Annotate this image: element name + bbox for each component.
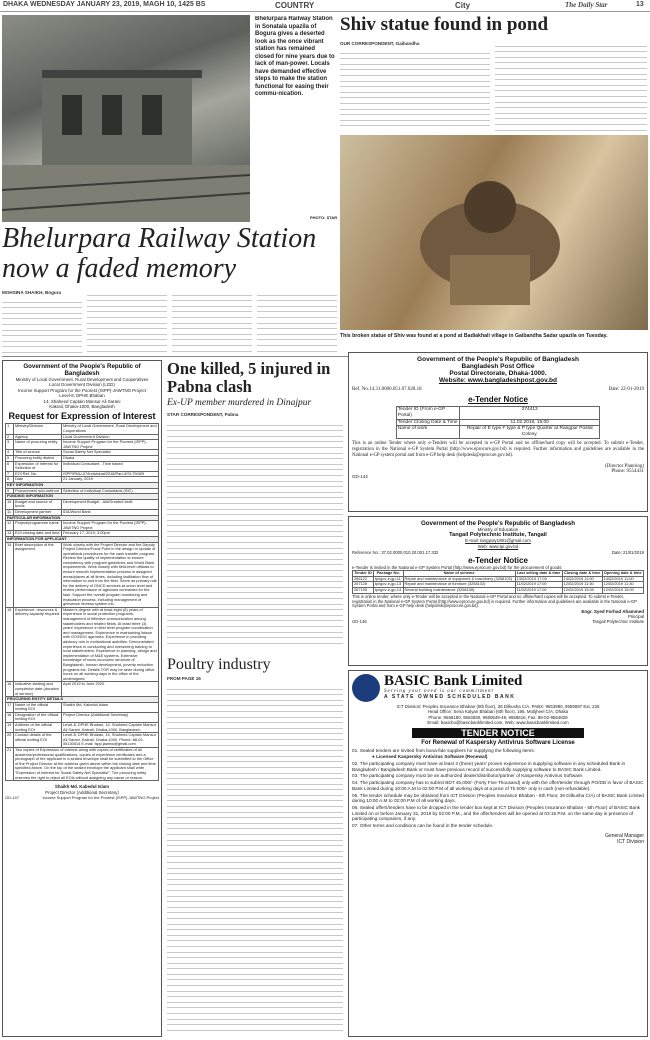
post-row-label: Name of work — [396, 426, 459, 439]
eoi-section-key-label: KEY INFORMATION — [6, 482, 159, 488]
basic-phone: Phone: 9568190, 9564830, 9590549-49, 9558616, Fax: 88-02-9564829 — [428, 714, 568, 720]
post-phone: Phone: 9554431 — [611, 469, 644, 475]
pabna-byline: STAR CORRESPONDENT, Pabna — [167, 412, 239, 417]
basic-bank-logo-icon — [352, 674, 380, 702]
eoi-row-label: Title of service — [14, 450, 62, 456]
eoi-row-number: 17 — [6, 702, 14, 712]
eoi-row-number: 10 — [6, 499, 14, 509]
tpi-signer: Engr. Syed Forhad Ahammed — [581, 609, 644, 615]
post-signer: (Director Planning) — [604, 464, 644, 470]
basic-item: 02. The participating company must have at least 3 (three) years' proven experience in supplying software in any scheduled Bank in Bangladesh / Bangladesh Bank or must have previous record of successfully supplying software to BASIC Bank Limited. — [352, 761, 626, 772]
eoi-row-experience-value: Master's degree with at least eight (8) years of experience in social protection programs, management of effective communication among stakeholders and related fields. At least three (3) years' experience in field level program coordination and management. Experience in maintaining liaison with GO/NGO agencies. Experience in providing advisory role in motivational activities. Demonstrated experience in conducting and overseeing training to rural stakeholders. Experience in planning, design and implementation of M&E systems. Extensive knowledge of socio-economic structure of Bangladesh, human development, poverty reduction programs etc. Details TOR may be seen during office hours on all working days in the office of the undersigned. — [63, 606, 157, 681]
post-tender-row — [396, 419, 599, 426]
eoi-row-number: 2 — [6, 434, 14, 440]
tpi-cell: tpi/gov-e-gp-13 — [374, 581, 402, 587]
eoi-address2: 14, Shaheed Captain Mansur Ali Sarani — [43, 398, 121, 404]
tpi-cell: 14/02/2019 11:00 — [602, 576, 643, 582]
header-page-number: 13 — [636, 1, 644, 8]
eoi-row-dates-label: Indicative starting and completion date (duration of service) — [14, 682, 62, 697]
basic-item: 04. The participating company has to submit BDT 45,000/- (Forty Five Thousand) only with the offer/tender through PO/DD in favor of BASIC Bank Limited during 10:00 A.M to 02:00 P.M of all working days at a price of Tk 500/- only in cash (non-refundable). — [352, 780, 644, 791]
eoi-signer-title: Project Director (Additional Secretary) — [45, 789, 119, 795]
poultry-body — [167, 684, 343, 1036]
eoi-row-number: 9 — [6, 488, 14, 494]
eoi-row-value: Ministry of Local Government, Rural Development and Cooperatives — [63, 423, 157, 434]
eoi-signer: Shaikh Md. Kabedul Islam — [54, 784, 110, 790]
post-row-value: Repair of E type F type & P type Quarter at Rangpur Postal Colony. — [460, 426, 600, 439]
eoi-row-label: Name of the official inviting EOI — [14, 702, 62, 712]
tpi-cell: 267128 — [353, 582, 374, 588]
tpi-cell: 266122 — [353, 576, 374, 582]
tpi-gov: Government of the People's Republic of Bangladesh — [420, 520, 576, 527]
post-code: GD-144 — [352, 474, 368, 480]
tpi-cell: tpi/gov-e-gp-11 — [373, 576, 403, 582]
tpi-column-header: Name of scheme — [403, 571, 515, 577]
eoi-row-value: Income Support Program for the Poorest (ISPP)-JAWTNO Project — [62, 440, 159, 450]
eoi-row-submission — [6, 748, 159, 781]
basic-item: 01. Sealed tenders are invited from bona-fide suppliers for supplying the following items: — [352, 747, 535, 753]
tpi-web: Web: www.tpi.gov.bd — [477, 543, 519, 549]
eoi-row-number: 4 — [6, 450, 14, 456]
basic-name: BASIC Bank Limited — [384, 673, 523, 689]
railway-body-col1 — [2, 297, 82, 353]
page-header — [0, 0, 650, 12]
eoi-row-value: Income Support Program for the Poorest (ISPP)-JAWTNO Project — [62, 521, 159, 531]
eoi-row-number: 15 — [6, 607, 14, 682]
tpi-column-header: Tender ID — [354, 570, 372, 576]
post-web: Website: www.bangladeshpost.gov.bd — [439, 377, 557, 384]
eoi-row-dates — [6, 682, 159, 697]
basic-hq: Head Office: Sena Kalyan Bhaban (6th floor), 195, Motijheel C/A, Dhaka — [427, 709, 569, 715]
tpi-ministry: Ministry of Education — [477, 527, 519, 532]
basic-items-list — [352, 748, 644, 829]
eoi-row — [6, 702, 159, 712]
basic-email: Email: basicho@basicbanklimited.com, Web: www.basicbanklimited.com — [427, 720, 569, 726]
eoi-row-label: Date — [14, 477, 62, 483]
tpi-cell: 13/02/2019 17:00 — [515, 576, 562, 582]
eoi-section-applicant-label: INFORMATION FOR APPLICANT — [6, 536, 159, 542]
eoi-row-number: 11 — [6, 509, 14, 515]
eoi-row-label: EOI closing date and time — [15, 530, 60, 536]
eoi-row-value: Social Safety Net Specialist — [62, 450, 159, 456]
tpi-column-header: Closing date & time — [563, 570, 601, 576]
post-text: This is an online Tender where only e-Tenders will be accepted in e-GP Portal and no offline/hard copy will be accepted. To submit e-Tender, registration in the National e-GP System Portal (http://www.eprocure.gov.bd) is required. Further information and guidelines are available in the National e-GP system portal and from e-GP help desk (helpdesk@eprocure.gov.bd). — [352, 440, 644, 458]
tpi-cell: 12/02/2019 11:30 — [602, 582, 643, 588]
eoi-row-value: Level-8, DPHE Bhaban, 14, Shaheed Captain Mansur Ali Sarani, Kakrail, Dhaka-1000, Bangladesh. — [62, 723, 159, 733]
eoi-row-label: Designation of the official inviting EOI — [14, 712, 62, 722]
railway-headline: Bhelurpara Railway Station now a faded memory — [2, 224, 317, 284]
basic-tag: Serving your need is our commitment — [384, 689, 494, 694]
basic-item: 03. The participating company must be an authorized dealer/distributor/partner of Kaspersky Antivirus Software. — [352, 773, 584, 779]
railway-photo-credit: PHOTO: STAR — [310, 215, 338, 220]
basic-sub: A STATE OWNED SCHEDULED BANK — [384, 694, 516, 700]
tpi-tender-row — [353, 588, 644, 594]
tpi-code: GD-146 — [352, 619, 367, 625]
basic-item: 07. Other terms and conditions can be found in the tender schedule. — [352, 823, 494, 829]
eoi-row-number: 7 — [6, 471, 14, 477]
basic-item: ● Licensed Kaspersky Antivirus Software (Renewal) — [372, 754, 488, 760]
post-row-value: 274413 — [460, 407, 600, 420]
eoi-row-number: 14 — [6, 542, 14, 607]
tpi-cell: 12/02/2019 15:00 — [602, 588, 643, 594]
eoi-row-value: Project Director (Additional Secretary) — [62, 712, 159, 722]
railway-body-col3 — [172, 290, 252, 352]
eoi-row-label: Address of the official inviting EOI — [14, 723, 62, 733]
railway-body-col2 — [87, 290, 167, 352]
poultry-headline: Poultry industry — [167, 656, 271, 673]
railway-byline: MOHSINA SHAIKH, Bogura — [2, 290, 62, 295]
eoi-row-dates-value: April 2019 to June 2020. — [62, 682, 159, 697]
eoi-row-value: Individual Consultant - Time based — [62, 461, 159, 471]
post-office-tender-ad — [348, 352, 648, 512]
tpi-cell: 12/02/2019 15:00 — [562, 588, 602, 594]
eoi-section-particular-label: PARTICULAR INFORMATION — [6, 515, 159, 521]
eoi-row-number: 5 — [6, 456, 14, 462]
tpi-signer-org: Tangail Polytechnic Institute — [592, 619, 644, 625]
tpi-column-header: Last selling date & time — [516, 570, 561, 576]
eoi-row-value: Local Government Division — [62, 434, 159, 440]
eoi-row-value: Dhaka — [62, 456, 159, 462]
eoi-row-number: 12 — [6, 521, 14, 531]
eoi-row-value: Development Budget - Aid/Grants/Credit — [62, 499, 159, 509]
tpi-email: E-mail: tangpoly1991@gmail.com — [465, 538, 531, 544]
tpi-cell: 14/02/2019 11:00 — [562, 576, 602, 582]
eoi-row-label: Ministry/Division — [14, 424, 62, 434]
shiv-headline: Shiv statue found in pond — [340, 14, 549, 35]
eoi-row-number: 13 — [6, 531, 14, 537]
eoi-row-number: 1 — [6, 424, 14, 434]
tpi-cell: Repair and maintenance of furniture (3258102) — [403, 582, 515, 588]
header-section-country: COUNTRY — [275, 1, 315, 10]
eoi-row — [6, 733, 159, 748]
eoi-table — [5, 423, 159, 781]
eoi-signer-org: Income Support Program for the Poorest (ISPP)-JAWTNO Project — [42, 795, 159, 800]
tpi-signer-title: Principal — [627, 614, 644, 620]
eoi-row-label: EOI Ref. No. — [14, 471, 62, 477]
header-section-city: City — [455, 1, 471, 10]
eoi-row — [6, 712, 159, 722]
eoi-ref: GD-147 — [5, 795, 20, 800]
post-ref: Ref. No.14.31.0000.051.07.028.18 — [352, 387, 422, 392]
eoi-row-submission-text: Two copies of Expression of Interest along with copies of certificates of all academic/professional qualifications, copies of experience certificates and a photograph of the applicant in a sealed envelope shall be submitted to the Office of the Project Director at the address given above within the closing date and time specified above. On the top of the sealed envelope the applicant shall write "Expression of Interest for Social Safety Net Specialist". The procuring entity reserves the right to reject all EOIs without assigning any cause or reason. — [14, 748, 159, 781]
tpi-title: e-Tender Notice — [468, 556, 528, 566]
post-tender-table — [396, 406, 600, 439]
shiv-body-col1 — [340, 48, 490, 132]
basic-signer: General Manager — [605, 832, 644, 839]
shiv-statue-photo — [340, 135, 648, 330]
tpi-tender-table — [352, 570, 644, 593]
eoi-row — [6, 499, 159, 509]
eoi-row-value: Level-8, DPHE Bhaban, 14, Shaheed Captain Mansur Ali Sarani, Kakrail, Dhaka-1000. Phone: 88-02-55130514 E-mail: ispp.jawtno@gmail.com — [62, 733, 159, 748]
eoi-address3: Kakrail, Dhaka-1000, Bangladesh — [49, 404, 115, 410]
tpi-cell: 12/02/2019 11:30 — [562, 582, 602, 588]
eoi-row-label: Contact details of the official inviting EOI — [14, 733, 62, 748]
header-masthead: The Daily Star — [565, 1, 608, 9]
basic-item: 05. The tender schedule may be obtained from ICT Division (Peoples Insurance Bhaban - 5th Floor, 36 Dilkusha C/A) of BASIC Bank Limited during 10:00 A.M to 02:00 P.M of all working days. — [352, 792, 644, 804]
eoi-row-number: 20 — [6, 733, 14, 748]
post-gov: Government of the People's Republic of Bangladesh — [417, 356, 579, 363]
tpi-cell: 11/02/2019 17:00 — [515, 588, 562, 594]
tpi-cell: tpi/gov-e-gp-14 — [374, 587, 402, 592]
eoi-row-value: ISPP/PMU-07/Individual/2018/Part-3/SI-79/409 — [62, 471, 159, 477]
basic-bank-tender-ad — [348, 670, 648, 1037]
eoi-ministry: Ministry of Local Government, Rural Development and Cooperatives — [15, 377, 149, 382]
pabna-headline: One killed, 5 injured in Pabna clash — [167, 360, 331, 396]
basic-banner: TENDER NOTICE — [412, 728, 584, 738]
eoi-title: Request for Expression of Interest — [8, 411, 156, 422]
eoi-advertisement — [2, 360, 162, 1037]
eoi-row-label: Project/programme name — [14, 521, 62, 531]
eoi-section-official-label: PROCURING ENTITY DETAILS — [6, 697, 159, 703]
eoi-row-number: 8 — [6, 477, 14, 483]
railway-photo-caption: Bhelurpara Railway Station in Sonatala upazila of Bogura gives a deserted look as the once vibrant station has remained closed for nine years due to lack of man-power. Locals have demanded effective steps to make the station functional for easing their commu-nication. — [255, 16, 335, 97]
eoi-row-value: IDA/World Bank — [62, 509, 159, 515]
eoi-division: Local Government Division (LGD) — [49, 382, 115, 388]
eoi-row-label: Procurement sub-method — [14, 488, 62, 494]
eoi-program: Income Support Program for the Poorest (ISPP)-JAWTNO Project — [18, 387, 146, 393]
shiv-photo-illustration — [340, 135, 648, 330]
eoi-row-number: 21 — [6, 748, 14, 781]
basic-division: ICT Division: Peoples Insurance Bhaban (5th floor), 36 Dilkusha C/A, PABX: 9553980, 9559087 Ext. 226 — [396, 704, 600, 709]
tpi-date: Date: 21/01/2019 — [611, 550, 644, 556]
post-date: Date: 22-01-2019 — [608, 387, 644, 392]
post-org: Bangladesh Post Office — [461, 363, 535, 370]
header-dateline: DHAKA WEDNESDAY JANUARY 23, 2019, MAGH 10, 1425 BS — [3, 1, 206, 8]
eoi-row-label: Expression of Interest for Selection of — [14, 461, 62, 471]
post-title: e-Tender Notice — [468, 395, 528, 404]
basic-subtitle: For Renewal of Kaspersky Antivirus Software License — [421, 739, 575, 746]
shiv-body-col2 — [495, 41, 647, 131]
poultry-byline: FROM PAGE 16 — [167, 676, 201, 681]
post-row-label: Tender ID (From e-GP Portal) — [396, 407, 459, 420]
tpi-column-header: Package No. — [373, 571, 403, 577]
post-row-label: Tender Closing Date & Time — [396, 419, 459, 426]
post-tender-row — [396, 407, 599, 420]
tpi-cell: 11/02/2019 17:00 — [515, 582, 562, 588]
tpi-org: Tangail Polytechnic Institute, Tangail — [449, 532, 547, 539]
basic-item: 06. Sealed offers/tenders have to be dropped in the tender box kept at ICT Division (Peoples Insurance Bhaban - 5th Floor) of BASIC Bank Limited on or before January 31, 2019 by 02:00 P.M., and the offer/tenders will be opened at 03:15 P.M. on the same day in presence of participating companies, if any. — [352, 804, 641, 822]
eoi-row-label: Development partner — [14, 509, 62, 515]
eoi-row-experience — [6, 607, 159, 682]
tangail-tender-ad — [348, 516, 648, 666]
tpi-intro: e-Tender is invited in the National e-GP System Portal (http://www.eprocure.gov.bd) for the procurement of goods: — [352, 565, 563, 571]
railway-station-photo — [2, 15, 250, 222]
basic-signer-div: ICT Division — [617, 838, 644, 845]
tpi-column-header: Opening date & time — [603, 570, 642, 576]
tpi-cell: Several building maintenance (3258108) — [403, 588, 515, 594]
post-dir: Postal Directorate, Dhaka-1000. — [449, 370, 547, 377]
eoi-row-label: Agency — [14, 434, 62, 440]
eoi-row-number: 3 — [6, 440, 14, 450]
pabna-body — [167, 420, 343, 650]
eoi-row-label: Procuring entity district — [14, 456, 62, 462]
eoi-row — [6, 723, 159, 733]
shiv-byline: OUR CORRESPONDENT, Gaibandha — [340, 41, 420, 46]
tpi-ref: Reference No.: 37.02.0000.010.20.001.17.332 — [352, 550, 439, 556]
eoi-row — [6, 461, 159, 471]
eoi-row — [6, 521, 159, 531]
tpi-cell: 267155 — [353, 588, 374, 594]
eoi-row-label: Budget and source of funds — [14, 499, 62, 509]
eoi-row — [6, 424, 159, 434]
eoi-row-description-label: Brief description of the assignment — [14, 542, 62, 607]
eoi-row-number: 18 — [6, 712, 14, 722]
pabna-deck: Ex-UP member murdered in Dinajpur — [167, 398, 312, 408]
eoi-row-value: Shaikh Md. Kabedul Islam — [62, 702, 159, 712]
post-tender-row — [396, 426, 599, 439]
railway-photo-illustration — [2, 15, 250, 222]
eoi-address1: Level-8, DPHE Bhaban — [59, 393, 105, 399]
eoi-row-description-value: Work closely with the Project Director and the Deputy Project Director/Focal Point in the design or update of operational procedures for the cash transfer program. Review the quality of implementation to ensure consistency with program guidelines and World Bank requirements. Work closely with field-level officials to ensure smooth implementation process in assigned areas/places at all times, including facilitation flow of information to and from the field. Serve as primary role for the delivery of ONCD services at union level and review performance of agencies contracted for the task. Support the overall program monitoring and evaluation process, including management of grievance redress system etc. — [63, 541, 157, 607]
eoi-row-label: Name of procuring entity — [14, 440, 62, 450]
eoi-row-number: 19 — [6, 723, 14, 733]
eoi-section-funding-label: FUNDING INFORMATION — [6, 494, 159, 500]
eoi-row-value: February 17, 2019; 3:00pm — [62, 531, 159, 537]
post-row-value: 11.02.2019, 15:00 — [460, 419, 600, 426]
shiv-photo-caption: This broken statue of Shiv was found at a pond at Badiakhali village in Gaibandha Sadar upazila on Tuesday. — [340, 333, 608, 339]
eoi-row-number: 6 — [6, 461, 14, 471]
eoi-row-number: 16 — [6, 682, 14, 697]
railway-body-col4 — [257, 290, 337, 352]
eoi-row-experience-label: Experience, resources & delivery capacity required — [14, 607, 62, 682]
eoi-row-value: 21 January, 2019 — [62, 477, 159, 483]
eoi-row — [6, 440, 159, 450]
eoi-row-value: Selection of Individual Consultants (SIC) — [62, 488, 159, 494]
eoi-row-description — [6, 542, 159, 607]
eoi-gov: Government of the People's Republic of Bangladesh — [23, 363, 141, 377]
tpi-cell: Repair and maintenance of equipment & machinery (3258103) — [403, 576, 515, 582]
tpi-text: This is online tender, where only e-Tender will be accepted in the National e-GP Portal and no offline/hard copies will be accepted. To submit e-Tender, registration in the National e-GP System Portal (http://www.eprocure.gov.bd) is required. Further information and guidelines are available in the National e-GP System Portal and from e-GP help desk (helpdesk@eprocure.gov.bd). — [352, 593, 637, 609]
